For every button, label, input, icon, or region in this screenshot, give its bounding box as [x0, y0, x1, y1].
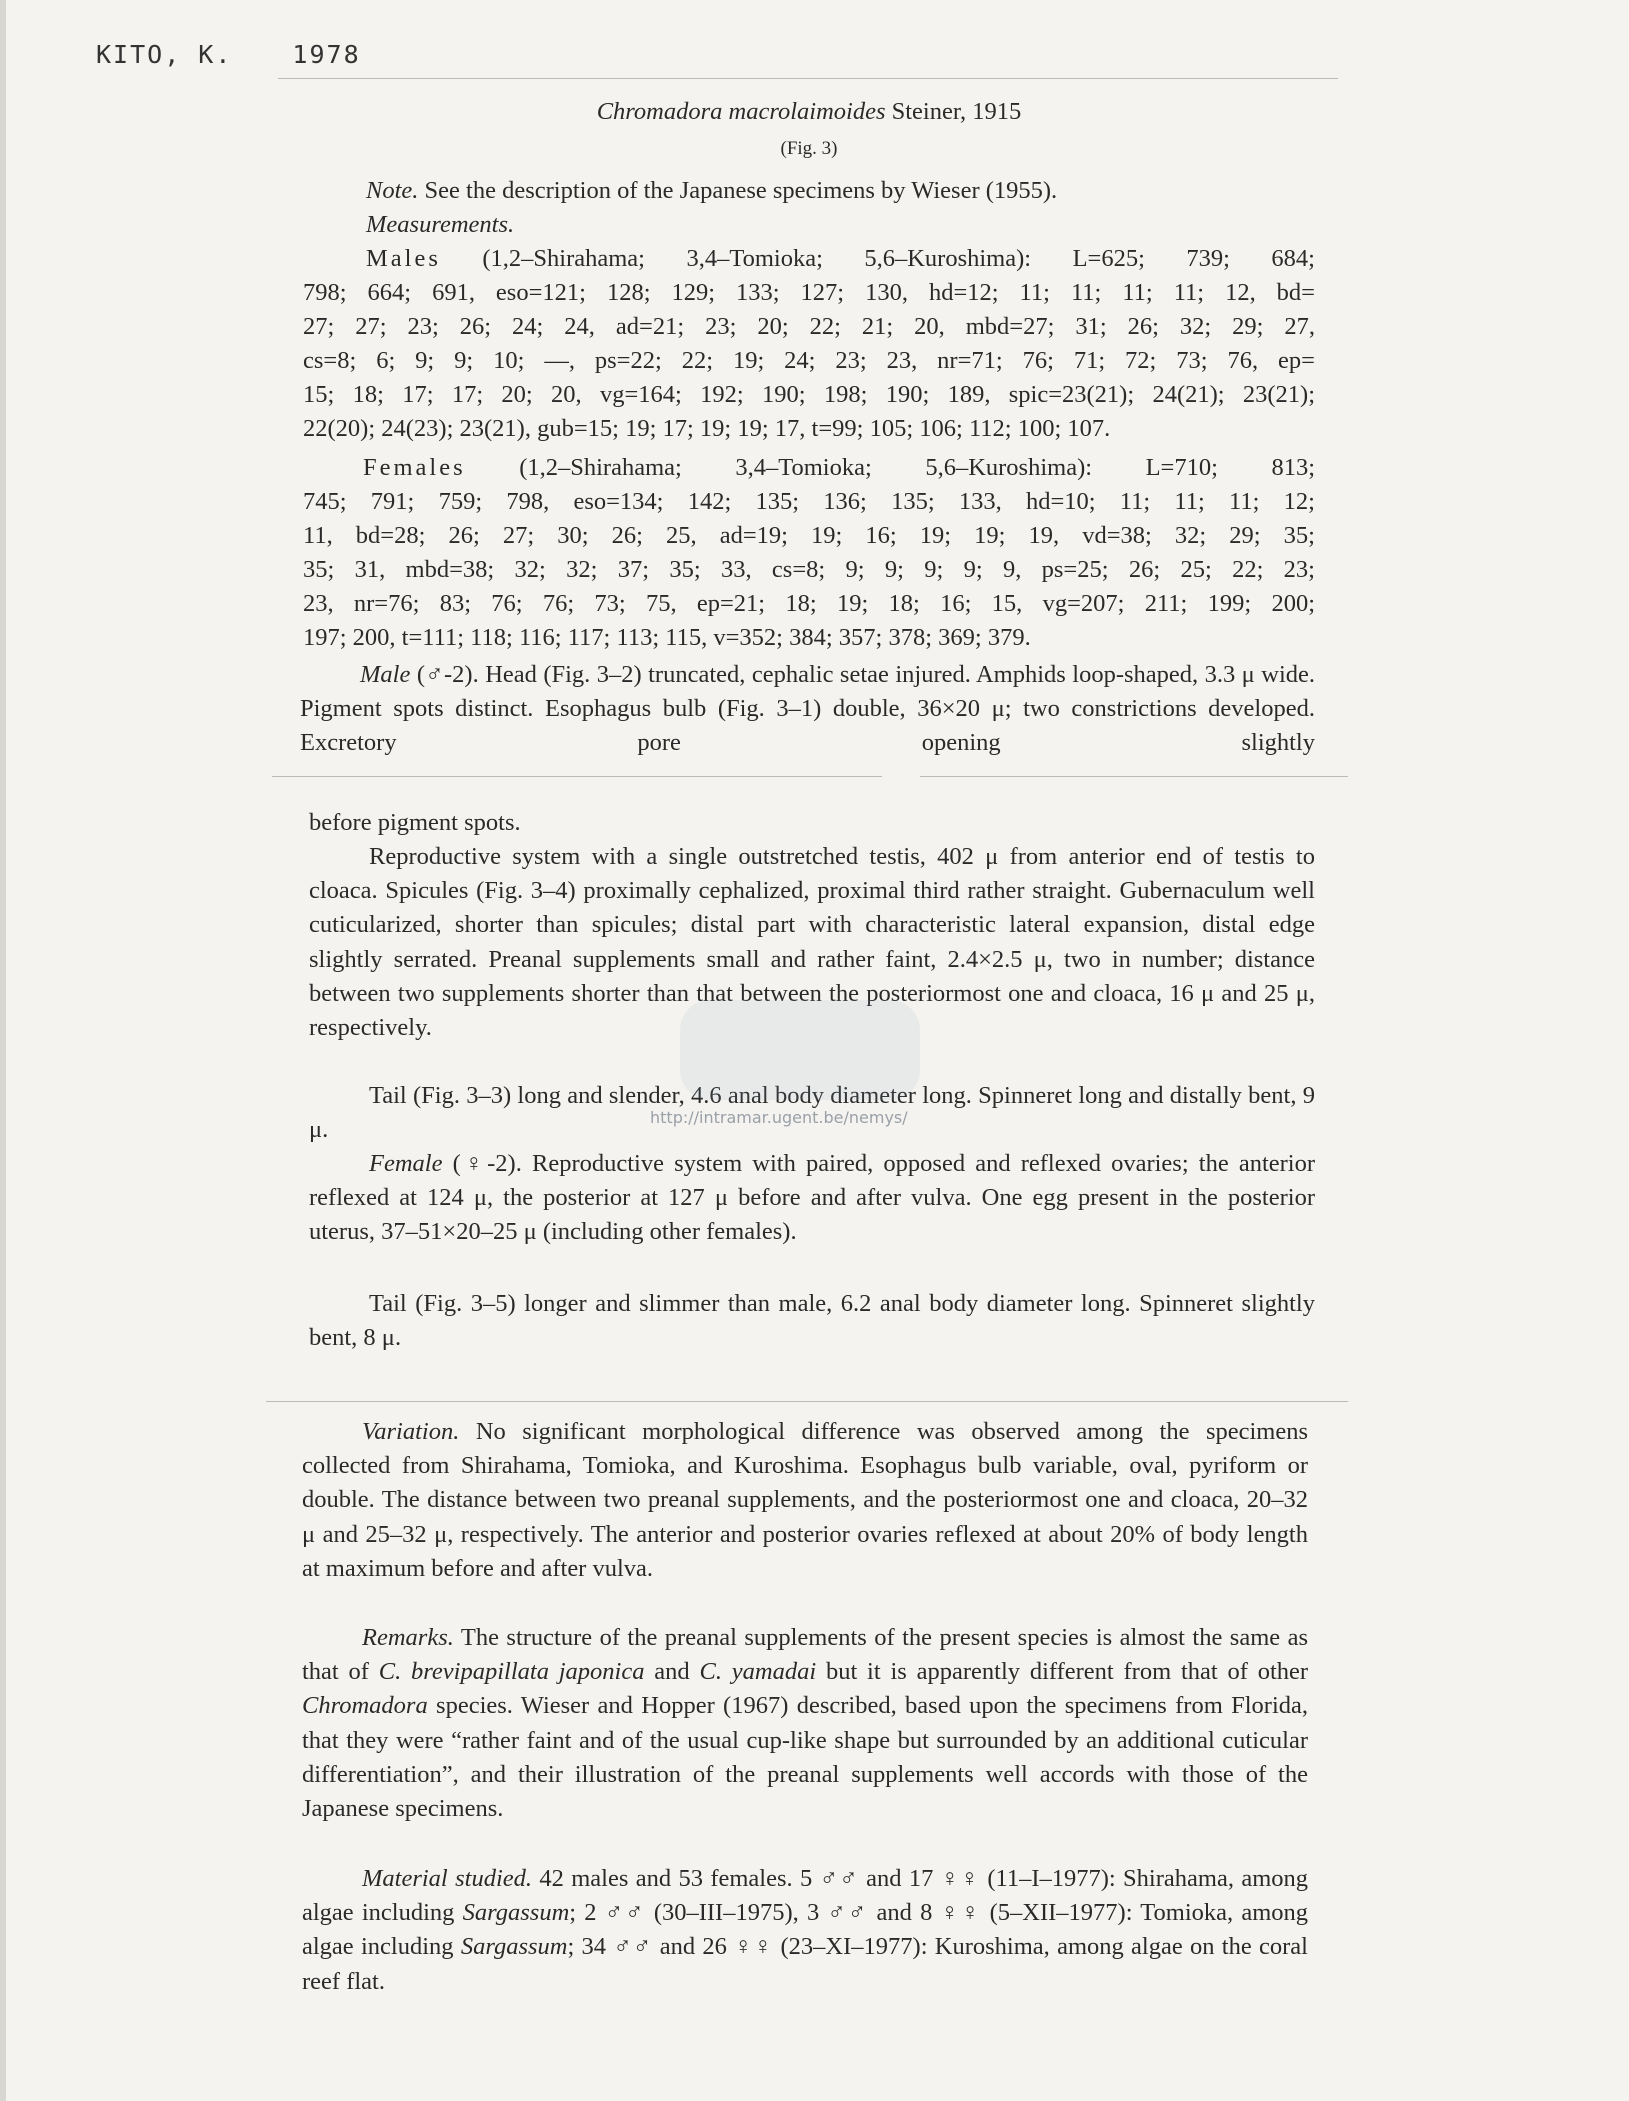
remarks-label: Remarks. [362, 1624, 454, 1651]
female-description: Female (♀-2). Reproductive system with paired, opposed and reflexed ovaries; the anterior reflexed at 124 μ, the posterior at 127 μ before and after vulva. One egg present in the posterior uterus, 37–51×20–25 μ (including other females). [309, 1150, 1316, 1246]
males-line-2: 798; 664; 691, eso=121; 128; 129; 133; 127; 130, hd=12; 11; 11; 11; 11; 12, bd= [303, 279, 1315, 306]
material-paragraph: Material studied. 42 males and 53 females. 5 ♂♂ and 17 ♀♀ (11–I–1977): Shirahama, among algae including Sargassum; 2 ♂♂ (30–III–1975), 3 ♂♂ and 8 ♀♀ (5–XII–1977): Tomioka, among algae including Sargassum; 34 ♂♂ and 26 ♀♀ (23–XI–1977): Kuroshima, among algae on the coral reef flat. [302, 1865, 1309, 1995]
female-tail-paragraph: Tail (Fig. 3–5) longer and slimmer than male, 6.2 anal body diameter long. Spinneret slightly bent, 8 μ. [309, 1290, 1315, 1352]
section-rule [920, 776, 1348, 777]
reproductive-paragraph: Reproductive system with a single outstretched testis, 402 μ from anterior end of testis to cloaca. Spicules (Fig. 3–4) proximally cephalized, proximal third rather straight. Gubernaculum well cuticularized, shorter than spicules; distal part with characteristic lateral expansion, distal edge slightly serrated. Preanal supplements small and rather faint, 2.4×2.5 μ, two in number; distance between two supplements shorter than that between the posteriormost one and cloaca, 16 μ and 25 μ, respectively. [309, 843, 1315, 1042]
note-label: Note. [366, 177, 419, 204]
species-name: Chromadora macrolaimoides [596, 98, 886, 125]
section-rule [272, 776, 882, 777]
running-header [96, 40, 361, 69]
male-symbol: (♂-2). [416, 661, 479, 688]
males-line-4: cs=8; 6; 9; 9; 10; —, ps=22; 22; 19; 24; 23; 23, nr=71; 76; 71; 72; 73; 76, ep= [303, 347, 1315, 374]
header-author: KITO, K. [96, 40, 233, 69]
variation-label: Variation. [362, 1418, 460, 1445]
female-symbol: (♀-2). [452, 1150, 522, 1177]
species-authority: Steiner, 1915 [891, 98, 1022, 125]
males-label: Males [366, 245, 441, 272]
females-line-6: 197; 200, t=111; 118; 116; 117; 113; 115, v=352; 384; 357; 378; 369; 379. [303, 624, 1031, 651]
note-paragraph [366, 174, 1315, 208]
species-title [303, 98, 1315, 126]
females-label: Females [363, 454, 466, 481]
variation-paragraph: Variation. No significant morphological difference was observed among the specimens collected from Shirahama, Tomioka, and Kuroshima. Esophagus bulb variable, oval, pyriform or double. The distance between two preanal supplements, and the posteriormost one and cloaca, 20–32 μ and 25–32 μ, respectively. The anterior and posterior ovaries reflexed at about 20% of body length at maximum before and after vulva. [302, 1418, 1308, 1582]
female-label: Female [369, 1150, 443, 1177]
males-line-5: 15; 18; 17; 17; 20; 20, vg=164; 192; 190; 198; 190; 189, spic=23(21); 24(21); 23(21); [303, 381, 1315, 408]
females-line-4: 35; 31, mbd=38; 32; 32; 37; 35; 33, cs=8; 9; 9; 9; 9; 9, ps=25; 26; 25; 22; 23; [303, 556, 1315, 583]
females-line-1: Females (1,2–Shirahama; 3,4–Tomioka; 5,6–Kuroshima): L=710; 813; [363, 454, 1316, 481]
header-rule [278, 78, 1338, 79]
page-edge-shadow [0, 0, 6, 2101]
figure-ref: (Fig. 3) [780, 138, 838, 159]
male-label: Male [360, 661, 411, 688]
watermark-logo [680, 1000, 920, 1100]
females-line-5: 23, nr=76; 83; 76; 76; 73; 75, ep=21; 18; 19; 18; 16; 15, vg=207; 211; 199; 200; [303, 590, 1315, 617]
females-line-3: 11, bd=28; 26; 27; 30; 26; 25, ad=19; 19; 16; 19; 19; 19, vd=38; 32; 29; 35; [303, 522, 1315, 549]
measurements-label: Measurements. [366, 211, 515, 238]
header-year: 1978 [292, 40, 361, 69]
continued-line: before pigment spots. [309, 809, 521, 836]
remarks-paragraph: Remarks. The structure of the preanal supplements of the present species is almost the same as that of C. brevipapillata japonica and C. yamadai but it is apparently different from that of other Chromadora species. Wieser and Hopper (1967) described, based upon the specimens from Florida, that they were “rather faint and of the usual cup-like shape but surrounded by an additional cuticular differentiation”, and their illustration of the preanal supplements well accords with those of the Japanese specimens. [302, 1624, 1309, 1823]
note-text: See the description of the Japanese specimens by Wieser (1955). [424, 177, 1058, 204]
males-line-6: 22(20); 24(23); 23(21), gub=15; 19; 17; 19; 19; 17, t=99; 105; 106; 112; 100; 107. [303, 415, 1111, 442]
material-label: Material studied. [362, 1865, 532, 1892]
male-tail-paragraph: Tail (Fig. 3–3) long and slender, 4.6 anal body diameter long. Spinneret long and distally bent, 9 μ. [309, 1082, 1315, 1144]
section-rule [266, 1401, 1348, 1402]
males-line-3: 27; 27; 23; 26; 24; 24, ad=21; 23; 20; 22; 21; 20, mbd=27; 31; 26; 32; 29; 27, [303, 313, 1315, 340]
males-line-1: Males (1,2–Shirahama; 3,4–Tomioka; 5,6–Kuroshima): L=625; 739; 684; [366, 245, 1315, 272]
watermark-url: http://intramar.ugent.be/nemys/ [650, 1108, 908, 1127]
females-line-2: 745; 791; 759; 798, eso=134; 142; 135; 136; 135; 133, hd=10; 11; 11; 11; 12; [303, 488, 1315, 515]
male-description: Male (♂-2). Head (Fig. 3–2) truncated, cephalic setae injured. Amphids loop-shaped, 3.3 μ wide. Pigment spots distinct. Esophagus bulb (Fig. 3–1) double, 36×20 μ; two constrictions developed. Excretory pore opening slightly [300, 661, 1315, 757]
